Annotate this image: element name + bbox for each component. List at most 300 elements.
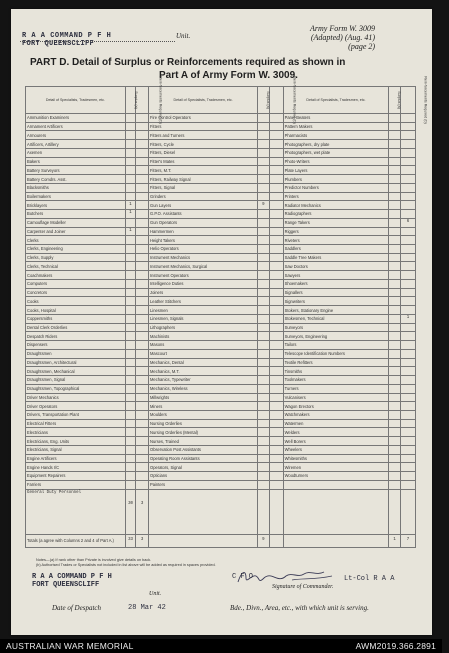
trade-name: Leather Stitchers [149,297,258,306]
required-value [400,236,415,245]
surplus-value [389,332,401,341]
trade-name: Toolmakers [283,376,389,385]
surplus-value [125,410,135,419]
trade-name: Computers [26,279,126,288]
surplus-value [125,279,135,288]
trade-name: Helio Operators [149,245,258,254]
surplus-value [389,297,401,306]
table-row [26,131,416,140]
surplus-value [258,341,270,350]
surplus-value [258,288,270,297]
despatch-date: 28 Mar 42 [128,604,166,612]
trade-name: Driver Mechanics [26,393,126,402]
surplus-value [389,367,401,376]
trade-name: Dental Clerk Orderlies [26,323,126,332]
trade-name: Armament Artificers [26,122,126,131]
table-row [26,376,416,385]
surplus-value [389,472,401,481]
table-row [26,122,416,131]
surplus-value [389,114,401,123]
trade-name: Battery Surveyors [26,166,126,175]
surplus-value [125,192,135,201]
trade-name [283,480,389,489]
surplus-value [389,393,401,402]
surplus-value [389,201,401,210]
part-subtitle: Part A of Army Form W. 3009. [159,70,298,81]
required-value [269,175,283,184]
required-value [400,288,415,297]
table-row [26,114,416,123]
trade-name: Predictor Numbers [283,183,389,192]
surplus-value [258,279,270,288]
footnote-a: Notes—(a) If rank other than Private is involved give details on back. [36,558,152,562]
required-value [269,393,283,402]
surplus-value [389,210,401,219]
required-value [269,148,283,157]
required-value [269,157,283,166]
surplus-value [125,376,135,385]
trade-name: Bricklayers [26,201,126,210]
table-row [26,218,416,227]
surplus-value [258,437,270,446]
table-cell [269,489,283,534]
surplus-value [389,175,401,184]
trade-name: Farriers [26,480,126,489]
table-row [26,314,416,323]
table-cell [400,489,415,534]
form-number: Army Form W. 3009 [310,24,376,33]
surplus-value [389,341,401,350]
required-value [136,428,149,437]
trade-name: Operating Room Assistants [149,454,258,463]
table-row [26,341,416,350]
trade-name: Bakers [26,157,126,166]
total-spacer-2 [149,534,258,547]
required-value [400,437,415,446]
surplus-value [389,410,401,419]
surplus-value [125,236,135,245]
trade-name: Plate Layers [283,166,389,175]
required-value [136,122,149,131]
trade-name: Battery Comdrs. Asst. [26,175,126,184]
required-value [269,279,283,288]
required-value [269,314,283,323]
trade-name: Instrument Mechanics [149,253,258,262]
required-value [269,192,283,201]
surplus-value [258,402,270,411]
required-value [269,419,283,428]
unit-label: Unit. [176,32,191,40]
trade-name: Opticians [149,472,258,481]
surplus-value [389,157,401,166]
specialists-table [25,76,428,548]
total-surplus-2: 9 [258,534,270,547]
required-value [269,210,283,219]
required-value [400,376,415,385]
required-value [269,140,283,149]
required-value [136,323,149,332]
surplus-value [258,218,270,227]
trade-name: Artificers, Artillery [26,140,126,149]
surplus-value [125,114,135,123]
footer-unit-name: R A A COMMAND P F H [32,573,112,581]
footnotes [36,558,216,568]
surplus-value [389,236,401,245]
required-value [269,131,283,140]
required-value [136,271,149,280]
required-value [269,472,283,481]
surplus-value [389,262,401,271]
surplus-value [258,332,270,341]
surplus-value: 9 [258,201,270,210]
trade-name: Instrument Operators [149,271,258,280]
trade-name: Fitters, Cycle [149,140,258,149]
required-value [136,183,149,192]
required-value [269,428,283,437]
header-required-3: Rein-forcements Required (b) [400,87,415,114]
surplus-value [125,341,135,350]
table-cell [283,489,389,534]
required-value [269,262,283,271]
trade-name: Instrument Mechanics, Surgical [149,262,258,271]
required-value [400,480,415,489]
cfo-stamp: C F O [232,573,254,581]
required-value [400,402,415,411]
trade-name: Welders [283,428,389,437]
trade-name: Carpenter and Joiner [26,227,126,236]
surplus-value [125,253,135,262]
table-row [26,428,416,437]
total-required-1: 3 [136,534,149,547]
required-value [136,192,149,201]
surplus-value [389,306,401,315]
surplus-value [125,472,135,481]
required-value [136,131,149,140]
required-value [136,410,149,419]
surplus-value [258,314,270,323]
required-value [136,384,149,393]
required-value [400,245,415,254]
required-value [400,384,415,393]
trade-name: Linesmen [149,306,258,315]
required-value [269,122,283,131]
trade-name: Riggers [283,227,389,236]
surplus-value [125,157,135,166]
surplus-value [389,192,401,201]
surplus-value [258,114,270,123]
trade-name: Nursing Orderlies (Mental) [149,428,258,437]
required-value [136,332,149,341]
trade-name: Draughtsmen, Topographical [26,384,126,393]
trade-name: Hammermen [149,227,258,236]
surplus-value [258,148,270,157]
trade-name: Lithographers [149,323,258,332]
required-value [400,472,415,481]
header-surplus-3: Surplus (a) [389,87,401,114]
surplus-value [258,253,270,262]
required-value [136,175,149,184]
table-row [26,148,416,157]
trade-name: Axemen [26,148,126,157]
required-value [136,349,149,358]
surplus-value [258,183,270,192]
table-row [26,306,416,315]
surplus-value [389,271,401,280]
required-value [136,393,149,402]
trade-name: Joiners [149,288,258,297]
footer-unit-location: FORT QUEENSCLIFF [32,581,100,589]
surplus-value [125,131,135,140]
surplus-value [258,245,270,254]
surplus-value [258,122,270,131]
required-value [269,166,283,175]
trade-name: Painters [149,480,258,489]
trade-name: Wiremen [283,463,389,472]
trade-name: Pattern Makers [283,122,389,131]
trade-name: Operators, Signal [149,463,258,472]
table-row [26,419,416,428]
required-value [136,227,149,236]
trade-name: Moulders [149,410,258,419]
required-value [136,279,149,288]
table-row [26,323,416,332]
trade-name: Grinders [149,192,258,201]
trade-name: Fitters, Signal [149,183,258,192]
required-value [400,323,415,332]
trade-name: Mechanics, Dental [149,358,258,367]
table-row [26,279,416,288]
required-value [269,463,283,472]
surplus-value [389,218,401,227]
surplus-value [125,218,135,227]
trade-name: Electricians, Signal [26,445,126,454]
trade-name: Woodturners [283,472,389,481]
trade-name: Wagon Erectors [283,402,389,411]
surplus-value [389,131,401,140]
trade-name: Gun Operators [149,218,258,227]
formation-label: Bde., Divn., Area, etc., with which unit is serving. [230,604,369,612]
trade-name: Masons [149,341,258,350]
required-value [136,367,149,376]
surplus-value [389,323,401,332]
trade-name: Blacksmiths [26,183,126,192]
trade-name: Observation Post Assistants [149,445,258,454]
required-value [136,166,149,175]
required-value [136,437,149,446]
required-value [400,148,415,157]
required-value [400,297,415,306]
trade-name: Engine Hands I/C [26,463,126,472]
trade-name: Coppersmiths [26,314,126,323]
header-trade-2: Detail of Specialists, Tradesmen, etc. [149,87,258,114]
surplus-value [125,349,135,358]
required-value [400,393,415,402]
surplus-value [258,419,270,428]
trade-name: Draughtsmen, Architectural [26,358,126,367]
surplus-value [125,428,135,437]
trade-name: Fitters, M.T. [149,166,258,175]
surplus-value [125,332,135,341]
trade-name: Clerks, Engineering [26,245,126,254]
total-required-3: 7 [400,534,415,547]
trade-name: Boilermakers [26,192,126,201]
required-value [269,349,283,358]
surplus-value [258,376,270,385]
trade-name: Stokers, Stationary Engine [283,306,389,315]
surplus-value [389,358,401,367]
trade-name: Wheelers [283,445,389,454]
surplus-value [125,140,135,149]
surplus-value [389,253,401,262]
trade-name: Printers [283,192,389,201]
caption-bar [0,639,442,653]
header-trade-1: Detail of Specialists, Tradesmen, etc. [26,87,126,114]
surplus-value [125,358,135,367]
table-row [26,236,416,245]
surplus-value [125,175,135,184]
required-value [136,402,149,411]
surplus-value [389,376,401,385]
surplus-value [258,323,270,332]
required-value [136,419,149,428]
trade-name: G.P.O. Assistants [149,210,258,219]
trade-name: Sawyers [283,271,389,280]
surplus-value [258,175,270,184]
surplus-value [258,157,270,166]
required-value [269,376,283,385]
surplus-value [125,419,135,428]
form-adapted: (Adapted) (Aug. 41) [310,33,376,42]
required-value [269,332,283,341]
required-value [269,437,283,446]
surplus-value [258,131,270,140]
trade-name: Electrical Fitters [26,419,126,428]
table-row [26,288,416,297]
trade-name: Concretors [26,288,126,297]
surplus-value [258,480,270,489]
required-value [136,454,149,463]
trade-name: Saddlers [283,245,389,254]
surplus-value [125,245,135,254]
trade-name: Cooks [26,297,126,306]
surplus-value: 1 [125,227,135,236]
surplus-value [389,445,401,454]
signature-label: Signature of Commander. [272,584,334,590]
surplus-value [125,148,135,157]
required-value [400,332,415,341]
required-value [269,323,283,332]
trade-name: Clerks, Technical [26,262,126,271]
total-surplus-3: 1 [389,534,401,547]
required-value [136,480,149,489]
required-value: 1 [400,314,415,323]
required-value [136,253,149,262]
trade-name: Mascourt [149,349,258,358]
trade-name: Whitesmiths [283,454,389,463]
required-value [136,288,149,297]
required-value [269,288,283,297]
trade-name: Vulcanisers [283,393,389,402]
footer-unit [32,573,112,589]
trade-name: Gun Layers [149,201,258,210]
surplus-value [258,410,270,419]
trade-name: Linesmen, Signals [149,314,258,323]
trade-name: Stokesmen, Technical [283,314,389,323]
trade-name: Mechanics, Typewriter [149,376,258,385]
trade-name: Photographers, dry plate [283,140,389,149]
table-row [26,166,416,175]
surplus-value [258,463,270,472]
trade-name: Radiographers [283,210,389,219]
required-value [136,472,149,481]
required-value [136,157,149,166]
surplus-value [125,454,135,463]
trade-name: Photographers, wet plate [283,148,389,157]
footnote-b: (b) Authorised Trades or Specialists not included in list above will be added as required in spaces provided. [36,563,216,567]
required-value [269,271,283,280]
required-value [136,262,149,271]
header-surplus-2: Surplus (a) [258,87,270,114]
trade-name: Riveters [283,236,389,245]
trade-name: Clerks, Supply [26,253,126,262]
surplus-value [258,297,270,306]
surplus-value [258,227,270,236]
required-value [136,218,149,227]
surplus-value [258,192,270,201]
required-value [136,201,149,210]
surplus-value [125,122,135,131]
table-row [26,245,416,254]
table-row [26,437,416,446]
required-value [269,236,283,245]
required-value [269,114,283,123]
required-value [269,297,283,306]
trade-name: Well Borers [283,437,389,446]
surplus-value [258,393,270,402]
total-required-2 [269,534,283,547]
required-value [400,341,415,350]
surplus-value [258,454,270,463]
surplus-value [389,314,401,323]
table-row [26,393,416,402]
required-value [400,367,415,376]
header-required-1: Rein-forcements Required (b) [136,87,149,114]
required-value [400,183,415,192]
required-value [400,210,415,219]
required-value [400,114,415,123]
table-row [26,480,416,489]
table-row [26,358,416,367]
table-row [26,384,416,393]
trade-name: Panel Beaters [283,114,389,123]
total-spacer-3 [283,534,389,547]
trade-name: Tailors [283,341,389,350]
surplus-value [125,288,135,297]
surplus-value [125,384,135,393]
trade-name: Millwrights [149,393,258,402]
surplus-value [258,140,270,149]
required-value [269,245,283,254]
table-row [26,183,416,192]
trade-name: Textile Refitters [283,358,389,367]
required-value [136,445,149,454]
surplus-value [389,428,401,437]
trade-name: Draughtsmen, Mechanical [26,367,126,376]
trade-name: Dispensers [26,341,126,350]
required-value [136,114,149,123]
required-value [400,271,415,280]
trade-name: Saw Doctors [283,262,389,271]
